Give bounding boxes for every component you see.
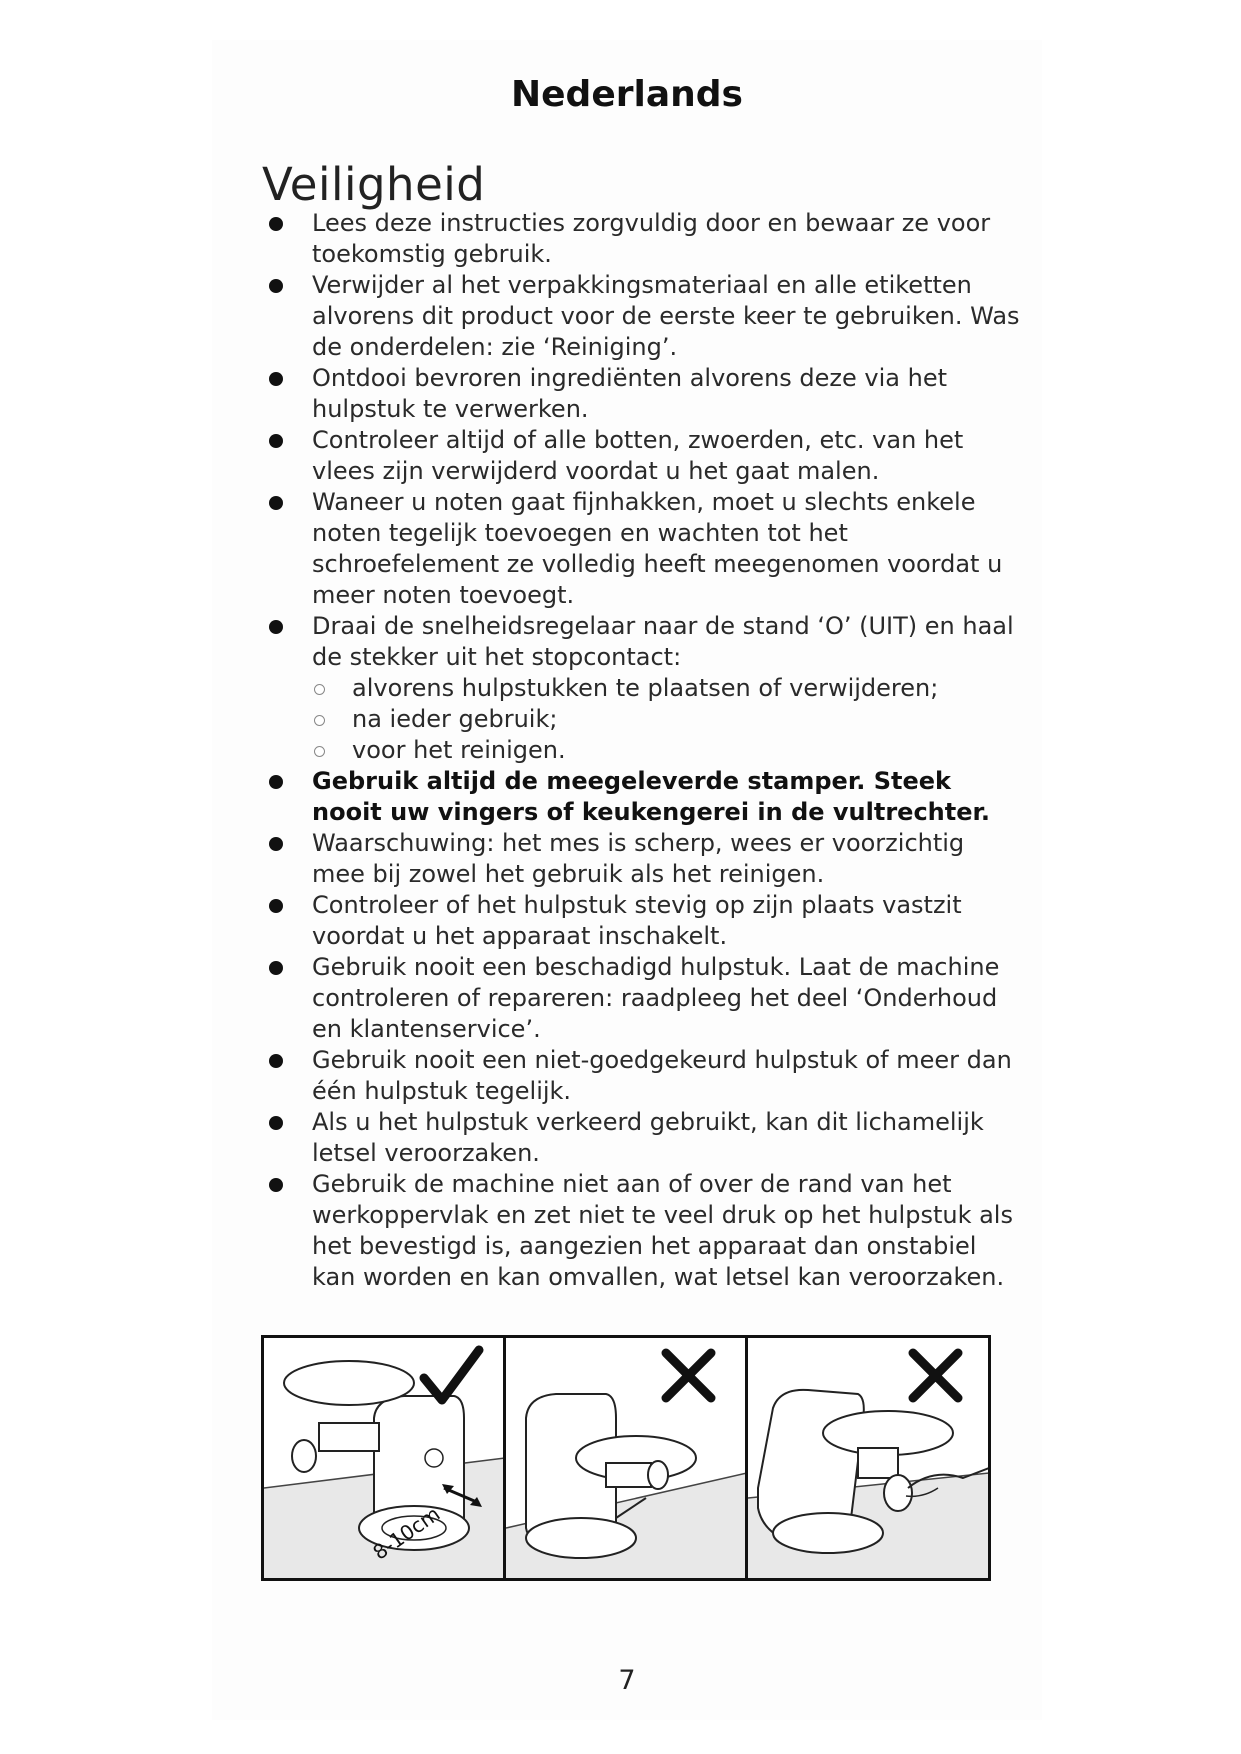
bullet-icon — [269, 961, 283, 975]
list-item: Als u het hulpstuk verkeerd gebruikt, kan dit lichamelijk letsel veroorzaken. — [262, 1107, 1022, 1169]
distance-label: 8-10cm — [368, 1501, 445, 1565]
mixer-correct-illustration — [264, 1338, 505, 1578]
list-item-warning: Gebruik altijd de meegeleverde stamper. Steek nooit uw vingers of keukengerei in de vultrechter. — [262, 766, 1022, 828]
list-item: Verwijder al het verpakkingsmateriaal en alle etiketten alvorens dit product voor de eerste keer te gebruiken. Was de onderdelen: zie ‘Reiniging’. — [262, 270, 1022, 363]
bullet-icon — [269, 837, 283, 851]
list-item: Controleer altijd of alle botten, zwoerden, etc. van het vlees zijn verwijderd voordat u het gaat malen. — [262, 425, 1022, 487]
panel-incorrect-edge — [506, 1338, 747, 1578]
page-number: 7 — [618, 1665, 636, 1696]
cross-icon — [666, 1353, 711, 1398]
safety-list — [262, 208, 1022, 1293]
list-item: Gebruik de machine niet aan of over de rand van het werkoppervlak en zet niet te veel druk op het hulpstuk als het bevestigd is, aangezien het apparaat dan onstabiel kan worden en kan omvallen, wat letsel kan veroorzaken. — [262, 1169, 1022, 1293]
language-heading: Nederlands — [511, 74, 743, 115]
bullet-icon — [269, 899, 283, 913]
bullet-icon — [269, 1178, 283, 1192]
sub-list-item: voor het reinigen. — [312, 735, 1022, 766]
circle-bullet-icon — [314, 715, 325, 726]
bullet-icon — [269, 775, 283, 789]
sub-list-item: na ieder gebruik; — [312, 704, 1022, 735]
bullet-icon — [269, 620, 283, 634]
sub-list-item: alvorens hulpstukken te plaatsen of verwijderen; — [312, 673, 1022, 704]
circle-bullet-icon — [314, 684, 325, 695]
bullet-icon — [269, 217, 283, 231]
manual-page — [212, 40, 1042, 1720]
bullet-icon — [269, 434, 283, 448]
bullet-icon — [269, 1116, 283, 1130]
list-item: Ontdooi bevroren ingrediënten alvorens deze via het hulpstuk te verwerken. — [262, 363, 1022, 425]
list-item: Controleer of het hulpstuk stevig op zijn plaats vastzit voordat u het apparaat inschakelt. — [262, 890, 1022, 952]
list-item: Draai de snelheidsregelaar naar de stand ‘O’ (UIT) en haal de stekker uit het stopcontact: alvorens hulpstukken te plaatsen of verwijderen; na ieder gebruik; voor het reinigen. — [262, 611, 1022, 766]
bullet-icon — [269, 372, 283, 386]
mixer-over-edge-illustration — [506, 1338, 747, 1578]
list-item: Gebruik nooit een niet-goedgekeurd hulpstuk of meer dan één hulpstuk tegelijk. — [262, 1045, 1022, 1107]
section-title: Veiligheid — [262, 158, 486, 211]
bullet-icon — [269, 496, 283, 510]
usage-illustration — [261, 1335, 991, 1581]
mixer-pressure-illustration — [748, 1338, 989, 1578]
list-item: Waneer u noten gaat fijnhakken, moet u slechts enkele noten tegelijk toevoegen en wachten tot het schroefelement ze volledig heeft meegenomen voordat u meer noten toevoegt. — [262, 487, 1022, 611]
list-item: Gebruik nooit een beschadigd hulpstuk. Laat de machine controleren of repareren: raadpleeg het deel ‘Onderhoud en klantenservice’. — [262, 952, 1022, 1045]
circle-bullet-icon — [314, 746, 325, 757]
list-item: Waarschuwing: het mes is scherp, wees er voorzichtig mee bij zowel het gebruik als het reinigen. — [262, 828, 1022, 890]
panel-incorrect-pressure — [748, 1338, 989, 1578]
cross-icon — [913, 1353, 958, 1398]
bullet-icon — [269, 1054, 283, 1068]
panel-correct — [264, 1338, 505, 1578]
bullet-icon — [269, 279, 283, 293]
check-icon — [424, 1350, 479, 1400]
list-item: Lees deze instructies zorgvuldig door en bewaar ze voor toekomstig gebruik. — [262, 208, 1022, 270]
